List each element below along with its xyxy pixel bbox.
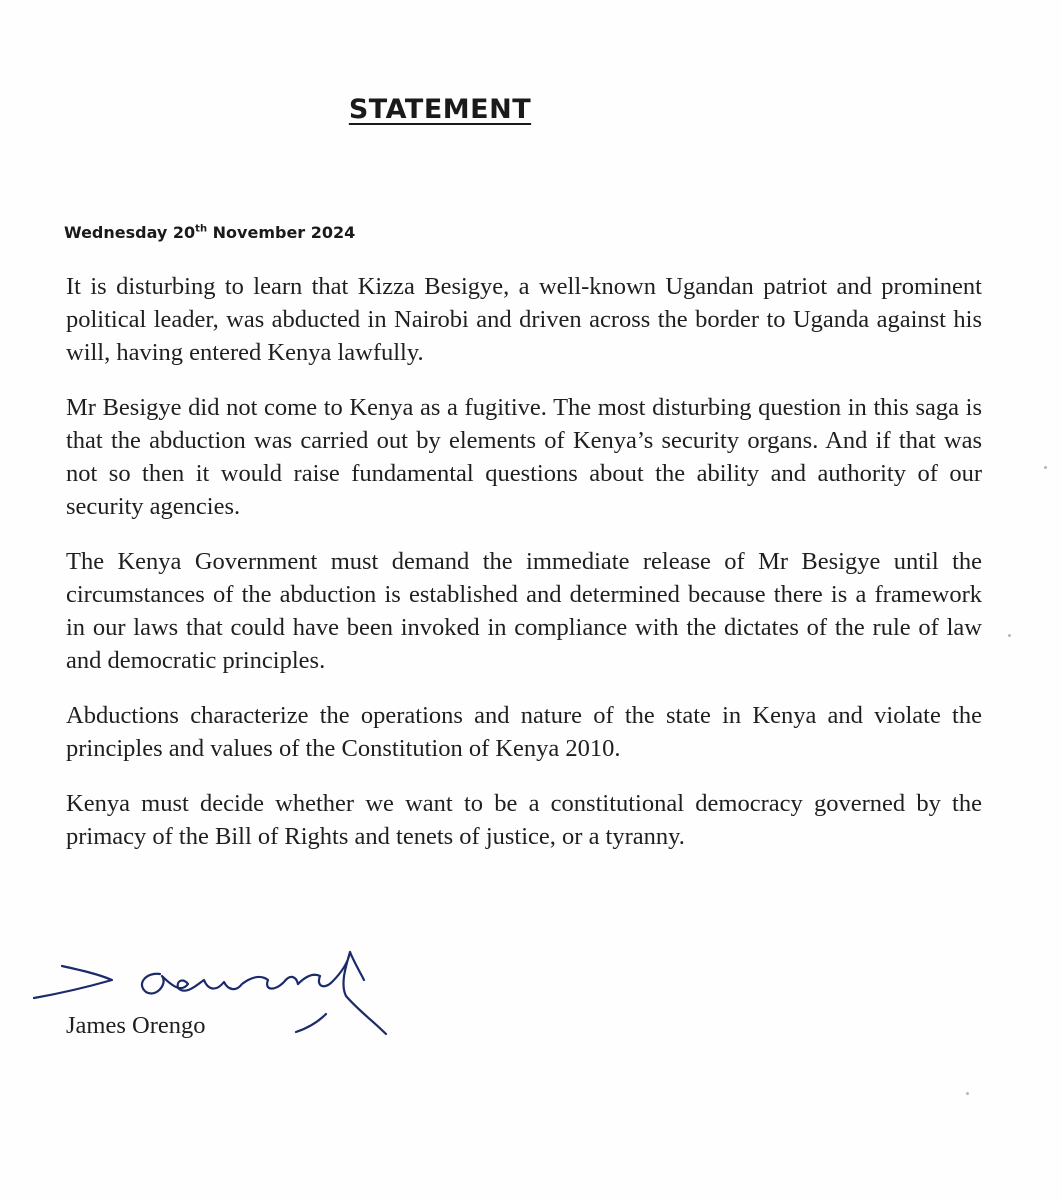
- paragraph-2: Mr Besigye did not come to Kenya as a fugitive. The most disturbing question in this saga is that the abduction was carried out by elements of Kenya’s security organs. And if that was not so then it would raise fundamental questions about the ability and authority of our security agencies.: [66, 394, 982, 520]
- date-ordinal-suffix: th: [195, 223, 208, 235]
- paper-speck: [1008, 634, 1011, 637]
- paper-speck: [966, 1092, 969, 1095]
- document-title: [0, 94, 880, 125]
- signatory-name: James Orengo: [66, 1012, 206, 1039]
- paper-speck: [1044, 466, 1047, 469]
- date-month-year: November 2024: [207, 223, 356, 242]
- paragraph-5: Kenya must decide whether we want to be a constitutional democracy governed by the primacy of the Bill of Rights and tenets of justice, or a tyranny.: [66, 790, 982, 850]
- paragraph-1: It is disturbing to learn that Kizza Besigye, a well-known Ugandan patriot and prominent political leader, was abducted in Nairobi and driven across the border to Uganda against his will, having entered Kenya lawfully.: [66, 273, 982, 366]
- statement-date: [64, 223, 355, 242]
- date-day: Wednesday 20: [64, 223, 196, 242]
- document-title-text: STATEMENT: [348, 94, 532, 125]
- paragraph-3: The Kenya Government must demand the immediate release of Mr Besigye until the circumstances of the abduction is established and determined because there is a framework in our laws that could have been invoked in compliance with the dictates of the rule of law and democratic principles.: [66, 548, 982, 674]
- statement-body: [66, 270, 982, 875]
- paragraph-4: Abductions characterize the operations and nature of the state in Kenya and violate the principles and values of the Constitution of Kenya 2010.: [66, 702, 982, 762]
